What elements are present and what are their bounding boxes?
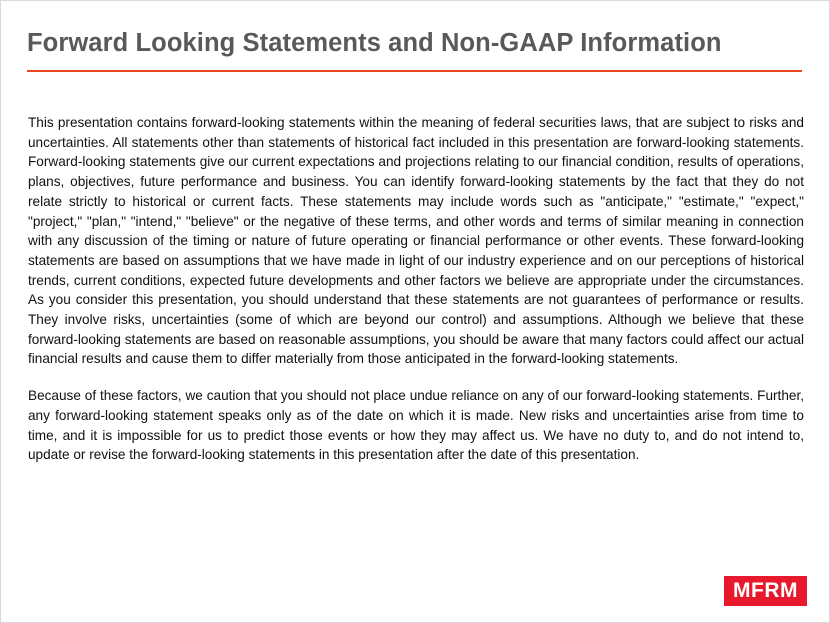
title-divider: [27, 70, 802, 72]
slide-body: [28, 113, 804, 465]
body-paragraph: Because of these factors, we caution that you should not place undue reliance on any of our forward-looking statements. Further, any forward-looking statement speaks only as of the date on which it is made. New risks and uncertainties arise from time to time, and it is impossible for us to predict those events or how they may affect us. We have no duty to, and do not intend to, update or revise the forward-looking statements in this presentation after the date of this presentation.: [28, 388, 804, 463]
company-logo: MFRM: [724, 576, 807, 606]
body-paragraph: This presentation contains forward-looking statements within the meaning of federal securities laws, that are subject to risks and uncertainties. All statements other than statements of historical fact included in this presentation are forward-looking statements. Forward-looking statements give our current expectations and projections relating to our financial condition, results of operations, plans, objectives, future performance and business. You can identify forward-looking statements by the fact that they do not relate strictly to historical or current facts. These statements may include words such as "anticipate," "estimate," "expect," "project," "plan," "intend," "believe" or the negative of these terms, and other words and terms of similar meaning in connection with any discussion of the timing or nature of future operating or financial performance or other events. These forward-looking statements are based on assumptions that we have made in light of our industry experience and on our perceptions of historical trends, current conditions, expected future developments and other factors we believe are appropriate under the circumstances. As you consider this presentation, you should understand that these statements are not guarantees of performance or results. They involve risks, uncertainties (some of which are beyond our control) and assumptions. Although we believe that these forward-looking statements are based on reasonable assumptions, you should be aware that many factors could affect our actual financial results and cause them to differ materially from those anticipated in the forward-looking statements.: [28, 115, 804, 367]
page-title: Forward Looking Statements and Non-GAAP Information: [27, 29, 722, 57]
